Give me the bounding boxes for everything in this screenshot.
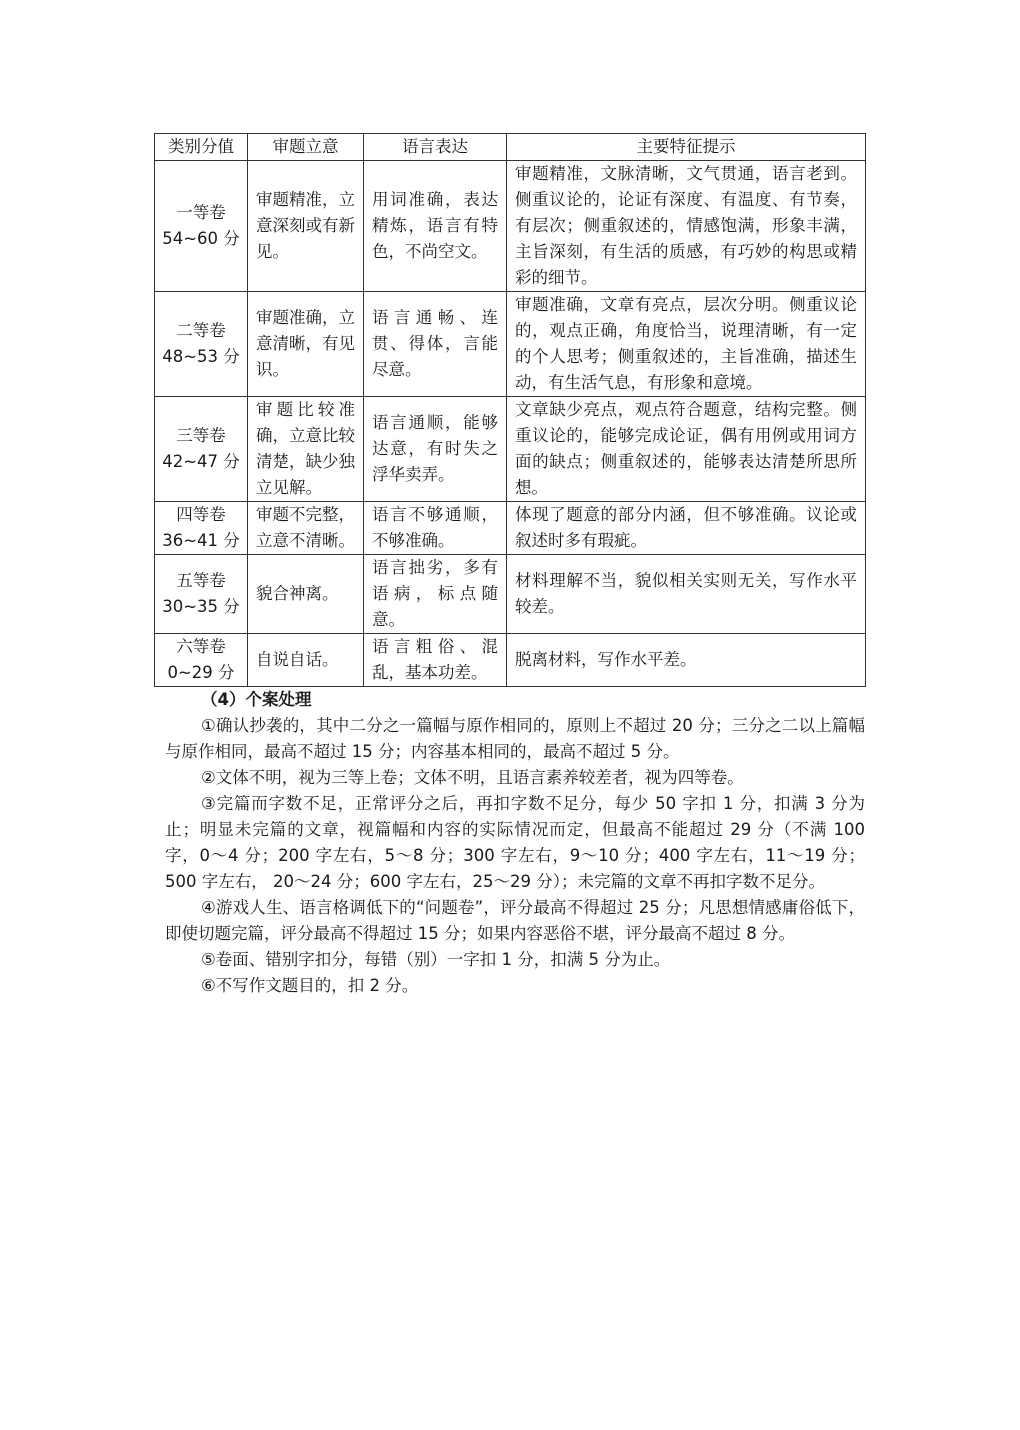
grade-cell bbox=[155, 397, 248, 502]
features-cell: 脱离材料，写作水平差。 bbox=[507, 634, 866, 687]
rule-item: ⑤卷面、错别字扣分，每错（别）一字扣 1 分，扣满 5 分为止。 bbox=[201, 950, 671, 969]
table-row bbox=[155, 502, 866, 555]
grade-label: 四等卷 bbox=[176, 505, 226, 524]
language-cell: 语言拙劣，多有语病，标点随意。 bbox=[364, 555, 507, 634]
theme-cell: 貌合神离。 bbox=[248, 555, 364, 634]
theme-cell: 审题比较准确，立意比较清楚，缺少独立见解。 bbox=[248, 397, 364, 502]
header-features: 主要特征提示 bbox=[507, 134, 866, 161]
section-title: （4）个案处理 bbox=[201, 690, 312, 709]
grade-score: 0~29 分 bbox=[167, 663, 235, 682]
rule-item: ⑥不写作文题目的，扣 2 分。 bbox=[201, 976, 419, 995]
grade-score: 54~60 分 bbox=[162, 229, 240, 248]
grade-label: 一等卷 bbox=[176, 203, 226, 222]
table-row bbox=[155, 292, 866, 397]
table-row bbox=[155, 397, 866, 502]
rule-item: ③完篇而字数不足，正常评分之后，再扣字数不足分，每少 50 字扣 1 分，扣满 3 分为止；明显未完篇的文章，视篇幅和内容的实际情况而定，但最高不能超过 29 分（不满 100 字，0～4 分；200 字左右，5～8 分；300 字左右，9～10 分；400 字左右，11～19 分；500 字左右， 20～24 分；600 字左右，25～29 分）；未完篇的文章不再扣字数不足分。 bbox=[165, 794, 865, 891]
grade-label: 五等卷 bbox=[176, 571, 226, 590]
language-cell: 语言粗俗、混乱，基本功差。 bbox=[364, 634, 507, 687]
theme-cell: 审题不完整，立意不清晰。 bbox=[248, 502, 364, 555]
rule-item: ①确认抄袭的，其中二分之一篇幅与原作相同的，原则上不超过 20 分；三分之二以上篇幅与原作相同，最高不超过 15 分；内容基本相同的，最高不超过 5 分。 bbox=[165, 716, 865, 761]
features-cell: 文章缺少亮点，观点符合题意，结构完整。侧重议论的，能够完成论证，偶有用例或用词方面的缺点；侧重叙述的，能够表达清楚所思所想。 bbox=[507, 397, 866, 502]
rule-item: ②文体不明，视为三等上卷；文体不明，且语言素养较差者，视为四等卷。 bbox=[201, 768, 744, 787]
table-header-row bbox=[155, 134, 866, 161]
theme-cell: 审题准确，立意清晰，有见识。 bbox=[248, 292, 364, 397]
header-language: 语言表达 bbox=[364, 134, 507, 161]
header-theme: 审题立意 bbox=[248, 134, 364, 161]
features-cell: 审题精准，文脉清晰，文气贯通，语言老到。侧重议论的，论证有深度、有温度、有节奏，有层次；侧重叙述的，情感饱满，形象丰满，主旨深刻，有生活的质感，有巧妙的构思或精彩的细节。 bbox=[507, 161, 866, 292]
grade-label: 二等卷 bbox=[176, 321, 226, 340]
table-row bbox=[155, 161, 866, 292]
language-cell: 用词准确，表达精炼，语言有特色，不尚空文。 bbox=[364, 161, 507, 292]
grade-cell bbox=[155, 161, 248, 292]
language-cell: 语言通顺，能够达意，有时失之浮华卖弄。 bbox=[364, 397, 507, 502]
features-cell: 材料理解不当，貌似相关实则无关，写作水平较差。 bbox=[507, 555, 866, 634]
features-cell: 体现了题意的部分内涵，但不够准确。议论或叙述时多有瑕疵。 bbox=[507, 502, 866, 555]
rule-item: ④游戏人生、语言格调低下的“问题卷”，评分最高不得超过 25 分；凡思想情感庸俗低下，即使切题完篇，评分最高不得超过 15 分；如果内容恶俗不堪，评分最高不超过 8 分。 bbox=[165, 898, 865, 943]
language-cell: 语言不够通顺，不够准确。 bbox=[364, 502, 507, 555]
header-category-score: 类别分值 bbox=[155, 134, 248, 161]
features-cell: 审题准确，文章有亮点，层次分明。侧重议论的，观点正确，角度恰当，说理清晰，有一定的个人思考；侧重叙述的，主旨准确，描述生动，有生活气息，有形象和意境。 bbox=[507, 292, 866, 397]
theme-cell: 审题精准，立意深刻或有新见。 bbox=[248, 161, 364, 292]
grade-cell bbox=[155, 555, 248, 634]
grade-score: 30~35 分 bbox=[162, 597, 240, 616]
table-row bbox=[155, 634, 866, 687]
grade-score: 42~47 分 bbox=[162, 452, 240, 471]
table-row bbox=[155, 555, 866, 634]
grade-cell bbox=[155, 634, 248, 687]
grade-score: 48~53 分 bbox=[162, 347, 240, 366]
language-cell: 语言通畅、连贯、得体，言能尽意。 bbox=[364, 292, 507, 397]
theme-cell: 自说自话。 bbox=[248, 634, 364, 687]
grade-cell bbox=[155, 502, 248, 555]
case-handling-section bbox=[165, 687, 865, 999]
grade-label: 三等卷 bbox=[176, 426, 226, 445]
grade-score: 36~41 分 bbox=[162, 531, 240, 550]
grade-cell bbox=[155, 292, 248, 397]
grading-table bbox=[154, 133, 866, 687]
grade-label: 六等卷 bbox=[176, 637, 226, 656]
